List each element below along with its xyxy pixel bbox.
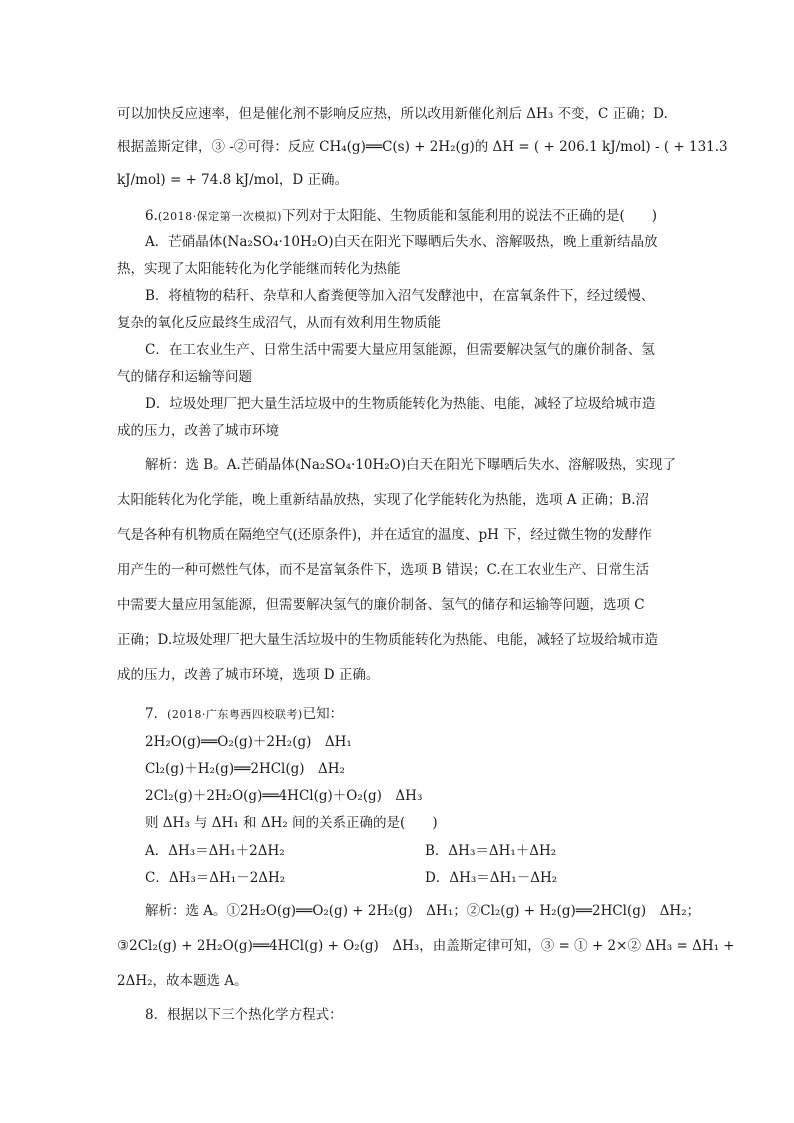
q7-stem-line (145, 704, 684, 725)
q7-option-d: D．ΔH₃＝ΔH₁－ΔH₂ (425, 870, 558, 886)
q7-equation-3: 2Cl₂(g)＋2H₂O(g)══4HCl(g)＋O₂(g) ΔH₃ (145, 788, 423, 804)
q6-answer-line-5: 中需要大量应用氢能源，但需要解决氢气的廉价制备、氢气的储存和运输等问题，选项 C (117, 597, 645, 613)
q7-source: (2018·广东粤西四校联考) (167, 708, 303, 721)
q7-stem: 已知： (302, 706, 344, 722)
q7-answer-line-2: ③2Cl₂(g) + 2H₂O(g)══4HCl(g) + O₂(g) ΔH₃，由盖斯定律可知，③ = ① + 2×② ΔH₃ = ΔH₁ + (117, 938, 735, 954)
q6-option-c-line-1: C．在工农业生产、日常生活中需要大量应用氢能源，但需要解决氢气的廉价制备、氢 (145, 342, 655, 358)
q6-number: 6. (145, 208, 158, 224)
q7-option-b: B．ΔH₃＝ΔH₁＋ΔH₂ (425, 843, 557, 859)
q6-stem: 下列对于太阳能、生物质能和氢能利用的说法不正确的是( ) (281, 208, 658, 224)
q7-option-c: C．ΔH₃＝ΔH₁－2ΔH₂ (145, 870, 286, 886)
q6-source: (2018·保定第一次模拟) (157, 210, 282, 223)
q6-option-b-line-1: B．将植物的秸秆、杂草和人畜粪便等加入沼气发酵池中，在富氧条件下，经过缓慢、 (145, 288, 655, 304)
q7-number: 7． (145, 706, 168, 722)
q7-equation-1: 2H₂O(g)══O₂(g)＋2H₂(g) ΔH₁ (145, 734, 352, 750)
q8-stem: 8．根据以下三个热化学方程式： (145, 1007, 343, 1023)
q6-answer-line-6: 正确；D.垃圾处理厂把大量生活垃圾中的生物质能转化为热能、电能，减轻了垃圾给城市造 (117, 632, 659, 648)
analysis-prev-line-3: kJ/mol) = + 74.8 kJ/mol，D 正确。 (117, 172, 349, 188)
q6-answer-line-2: 太阳能转化为化学能，晚上重新结晶放热，实现了化学能转化为热能，选项 A 正确；B.沼 (117, 492, 650, 508)
analysis-prev-line-1: 可以加快反应速率，但是催化剂不影响反应热，所以改用新催化剂后 ΔH₃ 不变，C 正确；D. (117, 106, 668, 122)
q6-answer-line-4: 用产生的一种可燃性气体，而不是富氧条件下，选项 B 错误；C.在工农业生产、日常生活 (117, 562, 650, 578)
q6-option-a-line-1: A．芒硝晶体(Na₂SO₄·10H₂O)白天在阳光下曝晒后失水、溶解吸热，晚上重新结晶放 (145, 234, 658, 250)
q6-option-c-line-2: 气的储存和运输等问题 (117, 369, 252, 385)
q6-answer-line-3: 气是各种有机物质在隔绝空气(还原条件)，并在适宜的温度、pH 下，经过微生物的发酵作 (117, 527, 652, 543)
q7-option-a: A．ΔH₃＝ΔH₁＋2ΔH₂ (145, 843, 285, 859)
q6-option-d-line-2: 成的压力，改善了城市环境 (117, 423, 279, 439)
q7-equation-2: Cl₂(g)＋H₂(g)══2HCl(g) ΔH₂ (145, 761, 345, 777)
q6-option-d-line-1: D．垃圾处理厂把大量生活垃圾中的生物质能转化为热能、电能，减轻了垃圾给城市造 (145, 396, 656, 412)
q7-answer-line-3: 2ΔH₂，故本题选 A。 (117, 973, 248, 989)
q6-option-a-line-2: 热，实现了太阳能转化为化学能继而转化为热能 (117, 261, 401, 277)
q7-question: 则 ΔH₃ 与 ΔH₁ 和 ΔH₂ 间的关系正确的是( ) (145, 815, 438, 831)
q6-answer-line-1: 解析：选 B。A.芒硝晶体(Na₂SO₄·10H₂O)白天在阳光下曝晒后失水、溶解吸热，实现了 (145, 457, 677, 473)
q6-stem-line (145, 206, 684, 227)
q7-answer-line-1: 解析：选 A。①2H₂O(g)══O₂(g) + 2H₂(g) ΔH₁；②Cl₂(g) + H₂(g)══2HCl(g) ΔH₂； (145, 903, 701, 919)
q6-option-b-line-2: 复杂的氧化反应最终生成沼气，从而有效利用生物质能 (117, 315, 441, 331)
q6-answer-line-7: 成的压力，改善了城市环境，选项 D 正确。 (117, 667, 380, 683)
analysis-prev-line-2: 根据盖斯定律，③ -②可得：反应 CH₄(g)══C(s) + 2H₂(g)的 ΔH = ( + 206.1 kJ/mol) - ( + 131.3 (117, 139, 728, 155)
